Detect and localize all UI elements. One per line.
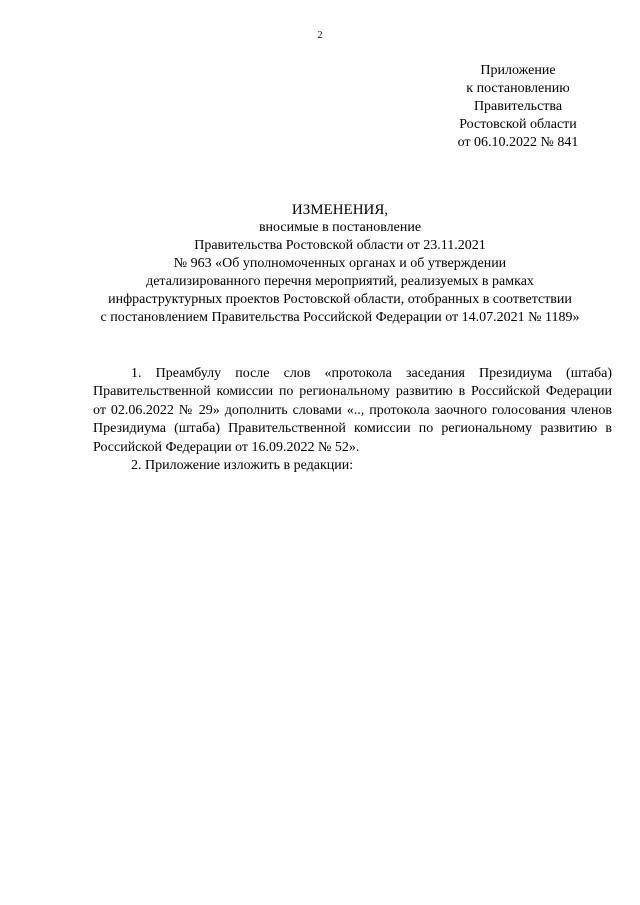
title-line: Правительства Ростовской области от 23.11.2021 bbox=[194, 238, 486, 253]
paragraph-item-1: 1. Преамбулу после слов «протокола заседания Президиума (штаба) Правительственной комиссии по региональному развитию в Российской Федерации от 02.06.2022 № 29» дополнить словами «.., протокола заочного голосования членов Президиума (штаба) Правительственной комиссии по региональному развитию в Российской Федерации от 16.09.2022 № 52». bbox=[93, 366, 612, 455]
document-title-block bbox=[60, 201, 620, 327]
title-line: детализированного перечня мероприятий, реализуемых в рамках bbox=[146, 274, 534, 289]
appendix-reference-block bbox=[430, 62, 606, 152]
title-line: инфраструктурных проектов Ростовской области, отобранных в соответствии bbox=[108, 292, 572, 307]
title-line: с постановлением Правительства Российской Федерации от 14.07.2021 № 1189» bbox=[100, 310, 580, 325]
appendix-line: Правительства bbox=[473, 99, 563, 114]
appendix-line: Приложение bbox=[480, 63, 556, 78]
title-line: вносимые в постановление bbox=[258, 220, 422, 235]
appendix-line: к постановлению bbox=[466, 81, 570, 96]
appendix-line: Ростовской области bbox=[459, 117, 577, 132]
appendix-line: от 06.10.2022 № 841 bbox=[457, 135, 579, 150]
page-number: 2 bbox=[317, 30, 323, 41]
title-line: № 963 «Об уполномоченных органах и об утверждении bbox=[173, 256, 507, 271]
paragraph-item-2: 2. Приложение изложить в редакции: bbox=[131, 458, 354, 474]
document-heading: ИЗМЕНЕНИЯ, bbox=[291, 202, 389, 218]
document-body bbox=[93, 365, 612, 475]
